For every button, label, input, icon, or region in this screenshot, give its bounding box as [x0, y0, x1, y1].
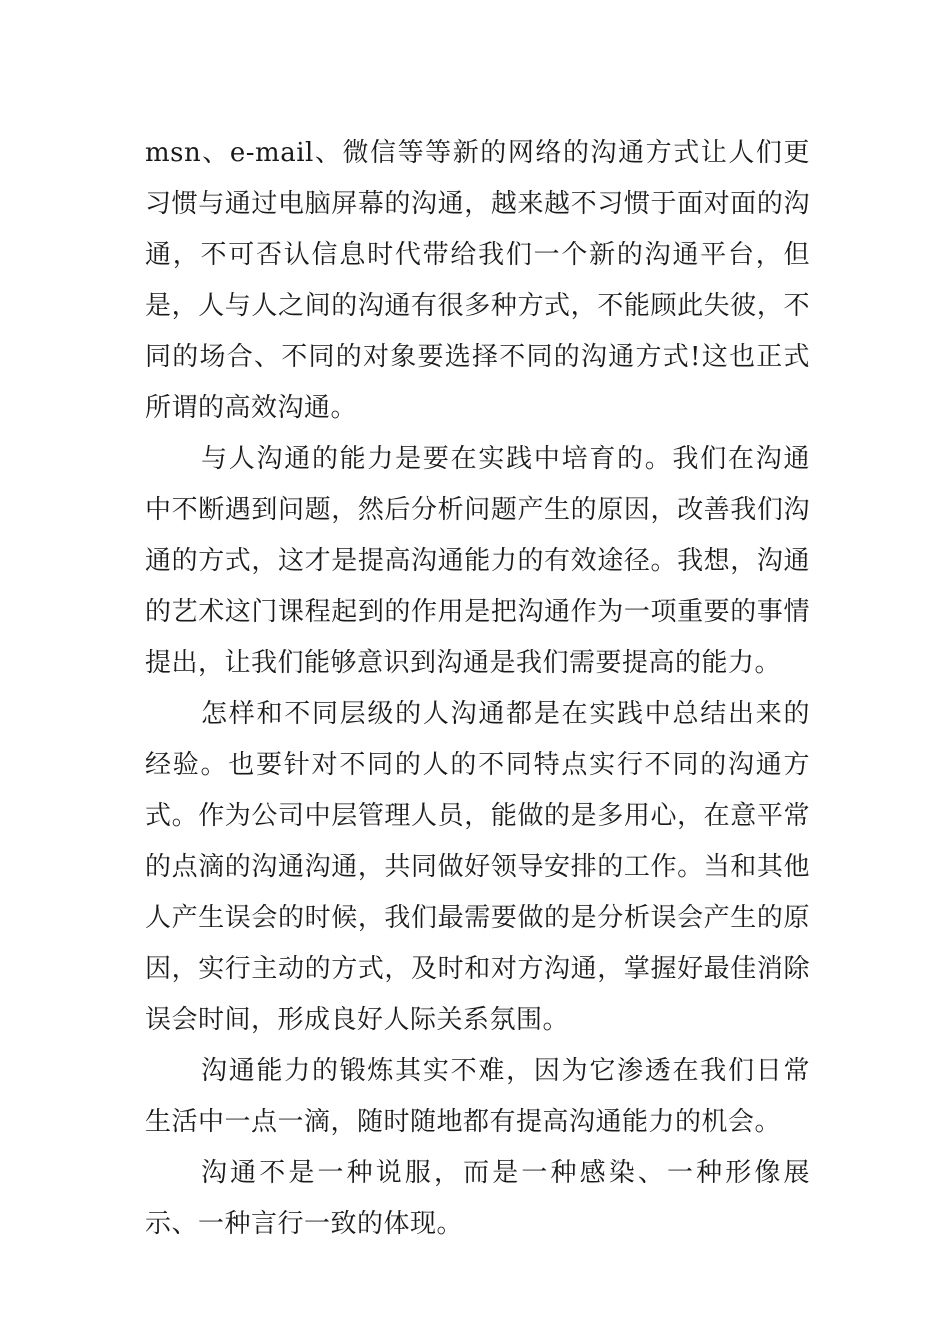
paragraph-5: 沟通不是一种说服，而是一种感染、一种形像展示、一种言行一致的体现。 — [145, 1158, 810, 1239]
document-body — [145, 128, 810, 1250]
paragraph-3: 怎样和不同层级的人沟通都是在实践中总结出来的经验。也要针对不同的人的不同特点实行不同的沟通方式。作为公司中层管理人员，能做的是多用心，在意平常的点滴的沟通沟通，共同做好领导安排的工作。当和其他人产生误会的时候，我们最需要做的是分析误会产生的原因，实行主动的方式，及时和对方沟通，掌握好最佳消除误会时间，形成良好人际关系氛围。 — [145, 699, 810, 1035]
paragraph-2: 与人沟通的能力是要在实践中培育的。我们在沟通中不断遇到问题，然后分析问题产生的原因，改善我们沟通的方式，这才是提高沟通能力的有效途径。我想，沟通的艺术这门课程起到的作用是把沟通作为一项重要的事情提出，让我们能够意识到沟通是我们需要提高的能力。 — [145, 444, 810, 678]
paragraph-4: 沟通能力的锻炼其实不难，因为它渗透在我们日常生活中一点一滴，随时随地都有提高沟通能力的机会。 — [145, 1056, 810, 1137]
paragraph-1: msn、e-mail、微信等等新的网络的沟通方式让人们更习惯与通过电脑屏幕的沟通，越来越不习惯于面对面的沟通，不可否认信息时代带给我们一个新的沟通平台，但是，人与人之间的沟通有很多种方式，不能顾此失彼，不同的场合、不同的对象要选择不同的沟通方式!这也正式所谓的高效沟通。 — [145, 138, 810, 423]
